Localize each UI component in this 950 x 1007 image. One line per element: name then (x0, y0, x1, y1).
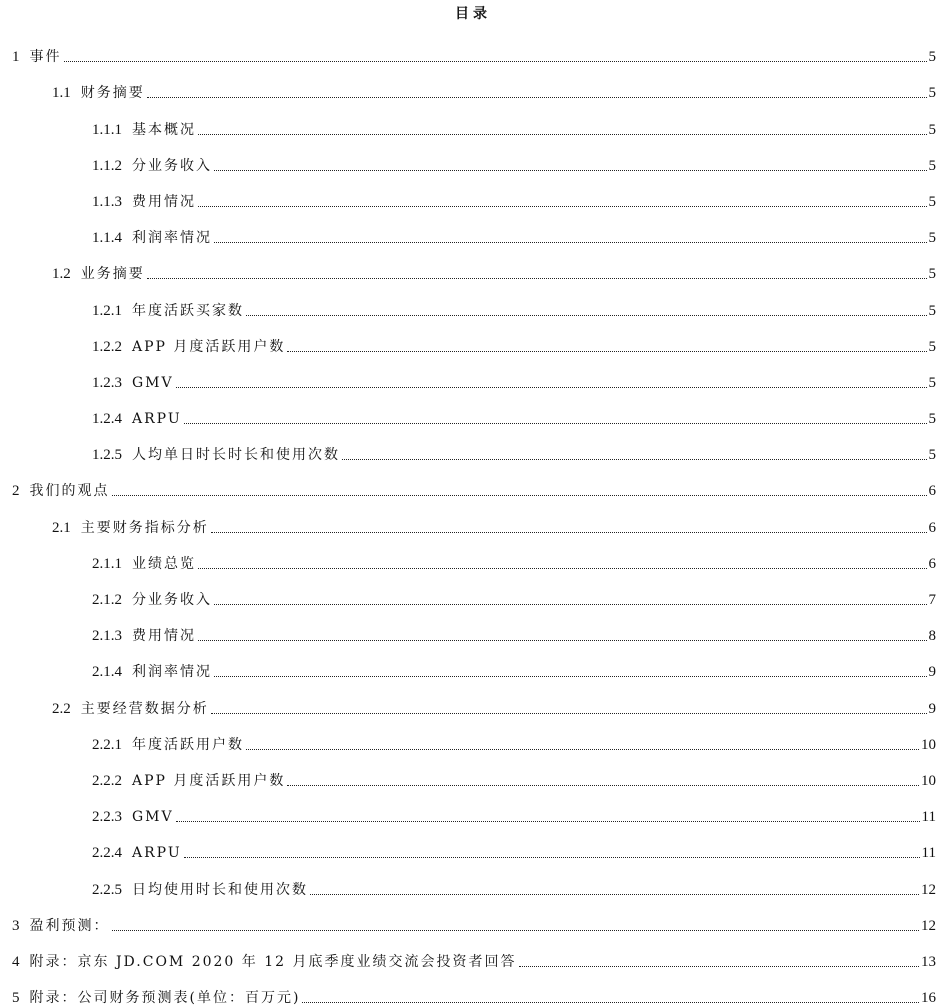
toc-dot-leader (214, 676, 927, 677)
toc-entry-2-2-1[interactable] (10, 718, 936, 754)
toc-entry-title: 费用情况 (132, 193, 196, 210)
toc-entry-page-number: 5 (928, 85, 936, 102)
toc-entry-page-number: 11 (921, 809, 936, 826)
toc-entry-1-1-4[interactable] (10, 211, 936, 247)
toc-entry-2[interactable] (10, 464, 936, 500)
toc-entry-title: 业务摘要 (80, 266, 145, 283)
toc-entry-number: 2.1.3 (92, 628, 122, 645)
toc-entry-page-number: 6 (928, 483, 936, 500)
toc-entry-2-2-2[interactable] (10, 754, 936, 790)
toc-dot-leader (184, 857, 920, 858)
toc-dot-leader (342, 459, 927, 460)
toc-entry-number: 2.2.5 (92, 881, 122, 898)
toc-entry-number: 4 (12, 953, 20, 970)
toc-entry-number: 5 (12, 990, 20, 1007)
toc-entry-page-number: 5 (928, 193, 936, 210)
toc-entry-page-number: 9 (928, 700, 936, 717)
toc-entry-number: 2.1.1 (92, 555, 122, 572)
toc-entry-1-2[interactable] (10, 247, 936, 283)
toc-entry-2-2-3[interactable] (10, 790, 936, 826)
toc-entry-title: 附录：公司财务预测表(单位：百万元) (29, 990, 301, 1007)
toc-dot-leader (287, 351, 926, 352)
toc-entry-number: 1.1.4 (92, 230, 122, 247)
toc-entry-title: 费用情况 (132, 628, 196, 645)
toc-entry-title: ARPU (132, 845, 182, 862)
toc-dot-leader (198, 134, 927, 135)
toc-entry-title: ARPU (132, 411, 182, 428)
toc-entry-title: 基本概况 (132, 121, 196, 138)
toc-entry-title: 我们的观点 (29, 483, 110, 500)
toc-entry-4[interactable] (10, 935, 936, 971)
toc-entry-number: 2.1 (52, 519, 71, 536)
toc-dot-leader (246, 315, 927, 316)
toc-entry-number: 1.2.5 (92, 447, 122, 464)
toc-dot-leader (287, 785, 919, 786)
toc-entry-title: 主要经营数据分析 (80, 700, 209, 717)
toc-dot-leader (302, 1002, 919, 1003)
toc-entry-1-2-3[interactable] (10, 356, 936, 392)
toc-entry-title: 利润率情况 (132, 664, 212, 681)
toc-entry-number: 1.2.3 (92, 374, 122, 391)
toc-dot-leader (246, 749, 919, 750)
toc-entry-title: 财务摘要 (80, 85, 145, 102)
toc-entry-title: 盈利预测： (29, 917, 110, 934)
toc-entry-2-1-4[interactable] (10, 645, 936, 681)
toc-entry-page-number: 10 (921, 736, 936, 753)
toc-entry-number: 2.2.3 (92, 809, 122, 826)
toc-entry-number: 2.2.1 (92, 736, 122, 753)
toc-entry-number: 3 (12, 917, 20, 934)
toc-title: 目录 (455, 6, 491, 22)
toc-entry-page-number: 12 (921, 917, 936, 934)
toc-entry-2-2-4[interactable] (10, 826, 936, 862)
toc-dot-leader (198, 206, 927, 207)
toc-entry-page-number: 11 (921, 845, 936, 862)
toc-entry-number: 1.2 (52, 266, 71, 283)
toc-entry-1-2-5[interactable] (10, 428, 936, 464)
toc-entry-title: APP 月度活跃用户数 (132, 772, 286, 789)
toc-entry-2-1-3[interactable] (10, 609, 936, 645)
toc-entry-number: 2.2.4 (92, 845, 122, 862)
toc-entry-1-1-2[interactable] (10, 139, 936, 175)
toc-dot-leader (64, 61, 927, 62)
toc-entry-number: 2.2.2 (92, 772, 122, 789)
toc-entry-page-number: 5 (928, 411, 936, 428)
toc-entry-title: APP 月度活跃用户数 (132, 338, 286, 355)
toc-entry-5[interactable] (10, 971, 936, 1007)
toc-entry-title: 年度活跃用户数 (132, 736, 244, 753)
toc-entry-page-number: 5 (928, 157, 936, 174)
toc-dot-leader (147, 97, 927, 98)
toc-entry-page-number: 6 (928, 555, 936, 572)
toc-entry-page-number: 12 (921, 881, 936, 898)
toc-entry-2-1[interactable] (10, 500, 936, 536)
toc-entry-title: 日均使用时长和使用次数 (132, 881, 308, 898)
toc-entry-page-number: 9 (928, 664, 936, 681)
toc-entry-1-2-4[interactable] (10, 392, 936, 428)
toc-dot-leader (211, 532, 927, 533)
toc-entry-title: 人均单日时长时长和使用次数 (132, 447, 340, 464)
toc-dot-leader (112, 930, 920, 931)
toc-entry-number: 1.1.1 (92, 121, 122, 138)
toc-entry-1-1-1[interactable] (10, 102, 936, 138)
toc-dot-leader (211, 713, 927, 714)
toc-dot-leader (214, 604, 927, 605)
toc-entry-1-1[interactable] (10, 66, 936, 102)
toc-entry-page-number: 10 (921, 772, 936, 789)
toc-dot-leader (310, 894, 919, 895)
toc-dot-leader (112, 495, 927, 496)
toc-dot-leader (176, 821, 920, 822)
toc-entry-1-2-2[interactable] (10, 320, 936, 356)
toc-entry-page-number: 5 (928, 447, 936, 464)
toc-entry-title: GMV (132, 809, 174, 826)
toc-dot-leader (176, 387, 927, 388)
toc-entry-title: 分业务收入 (132, 592, 212, 608)
toc-entry-2-1-1[interactable] (10, 537, 936, 573)
toc-dot-leader (214, 170, 927, 171)
toc-entry-number: 1.2.4 (92, 411, 122, 428)
toc-entry-3[interactable] (10, 899, 936, 935)
toc-entry-page-number: 5 (928, 121, 936, 138)
toc-dot-leader (147, 278, 927, 279)
toc-entry-title: 年度活跃买家数 (132, 302, 244, 319)
toc-dot-leader (214, 242, 927, 243)
toc-entry-page-number: 16 (921, 990, 936, 1007)
toc-entry-page-number: 5 (928, 338, 936, 355)
toc-list (10, 30, 936, 1007)
toc-entry-number: 2.1.4 (92, 664, 122, 681)
toc-dot-leader (519, 966, 919, 967)
toc-entry-number: 1.1.2 (92, 157, 122, 174)
toc-dot-leader (198, 640, 927, 641)
toc-entry-page-number: 7 (928, 592, 936, 608)
toc-entry-number: 1 (12, 49, 20, 66)
toc-entry-number: 1.2.2 (92, 338, 122, 355)
toc-entry-1[interactable] (10, 30, 936, 66)
toc-dot-leader (184, 423, 927, 424)
toc-entry-title: 附录：京东 JD.COM 2020 年 12 月底季度业绩交流会投资者回答 (29, 953, 517, 970)
toc-entry-number: 2.1.2 (92, 592, 122, 608)
toc-entry-2-2[interactable] (10, 681, 936, 717)
toc-entry-title: 利润率情况 (132, 230, 212, 247)
toc-dot-leader (198, 568, 927, 569)
toc-entry-2-2-5[interactable] (10, 862, 936, 898)
toc-entry-page-number: 5 (928, 374, 936, 391)
toc-entry-number: 1.1.3 (92, 193, 122, 210)
toc-entry-number: 1.1 (52, 85, 71, 102)
toc-entry-page-number: 5 (928, 266, 936, 283)
toc-entry-title: 事件 (29, 49, 62, 66)
toc-entry-page-number: 5 (928, 302, 936, 319)
toc-entry-page-number: 8 (928, 628, 936, 645)
toc-entry-page-number: 13 (921, 953, 936, 970)
toc-entry-page-number: 6 (928, 519, 936, 536)
toc-entry-number: 1.2.1 (92, 302, 122, 319)
toc-entry-1-2-1[interactable] (10, 283, 936, 319)
toc-entry-title: 业绩总览 (132, 555, 196, 572)
toc-entry-1-1-3[interactable] (10, 175, 936, 211)
toc-entry-page-number: 5 (928, 230, 936, 247)
toc-entry-2-1-2[interactable] (10, 573, 936, 609)
toc-entry-title: 分业务收入 (132, 157, 212, 174)
toc-entry-number: 2 (12, 483, 20, 500)
toc-entry-page-number: 5 (928, 49, 936, 66)
toc-entry-title: 主要财务指标分析 (80, 519, 209, 536)
toc-entry-number: 2.2 (52, 700, 71, 717)
toc-entry-title: GMV (132, 374, 174, 391)
